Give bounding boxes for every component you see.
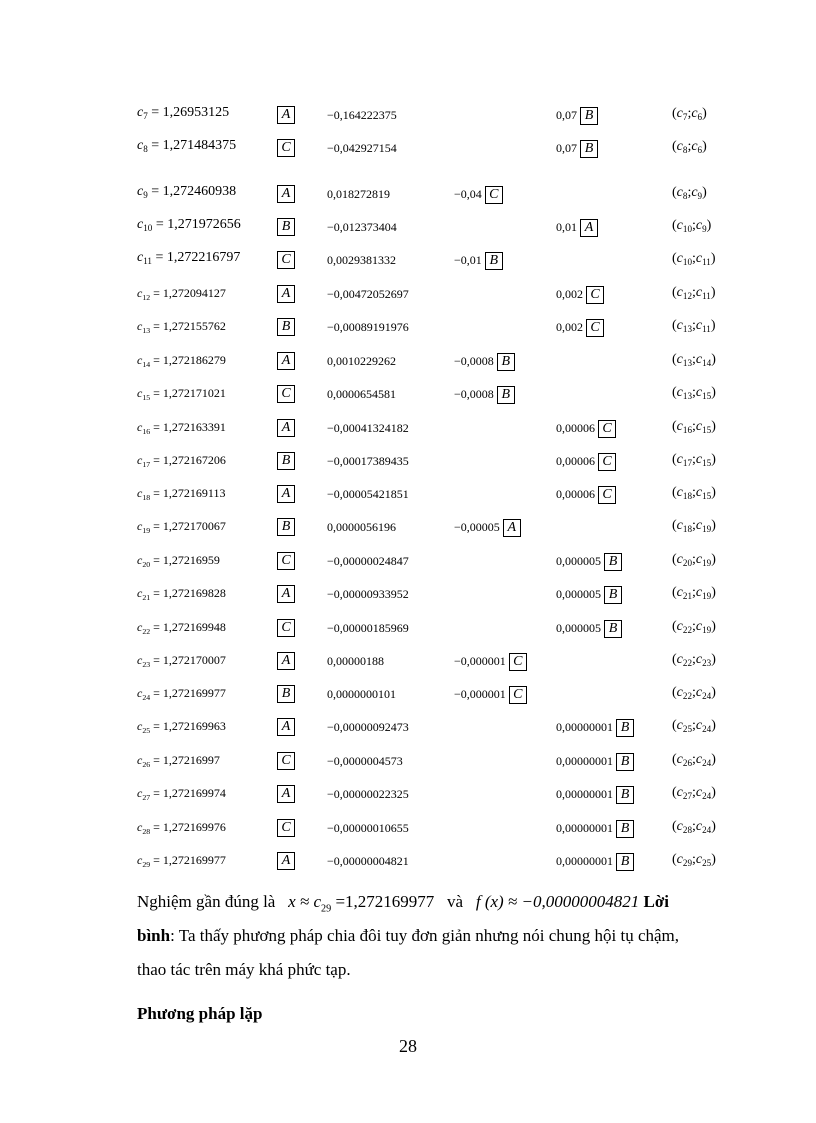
sign-box: B	[277, 318, 295, 336]
table-row	[0, 352, 816, 382]
pos-step-box: B	[580, 140, 598, 158]
table-row	[0, 785, 816, 815]
interval: $(c_{13};c_{14})$	[672, 352, 716, 368]
sign-box: A	[277, 852, 295, 870]
c-value: $c_{26} = 1,27216997$	[137, 753, 220, 769]
table-row	[0, 752, 816, 782]
sign-box: B	[277, 218, 295, 236]
interval: $(c_{20};c_{19})$	[672, 552, 716, 568]
section-heading: Phương pháp lặp	[137, 1004, 263, 1023]
table-row	[0, 552, 816, 582]
sign-box: A	[277, 419, 295, 437]
sign-box: A	[277, 585, 295, 603]
f-value: −0,00000185969	[327, 621, 409, 635]
pos-step: 0,00000001 B	[556, 853, 634, 871]
root-approx: $x \approx c_{29} =1,272169977$	[288, 892, 435, 915]
table-row	[0, 652, 816, 682]
table-row	[0, 485, 816, 515]
pos-step-box: B	[604, 620, 622, 638]
interval: $(c_{25};c_{24})$	[672, 718, 716, 734]
pos-step-box: C	[598, 453, 616, 471]
interval: $(c_{28};c_{24})$	[672, 819, 716, 835]
f-approx: f (x) ≈ −0,00000004821	[475, 892, 640, 911]
c-value: $c_{24} = 1,272169977$	[137, 686, 226, 702]
c-value: $c_{18} = 1,272169113$	[137, 486, 226, 502]
interval: $(c_{17};c_{15})$	[672, 452, 716, 468]
remark-text-2: thao tác trên máy khá phức tạp.	[137, 960, 351, 979]
c-value: $c_{28} = 1,272169976$	[137, 820, 226, 836]
interval: $(c_{26};c_{24})$	[672, 752, 716, 768]
remark-text-1: : Ta thấy phương pháp chia đôi tuy đơn giản nhưng nói chung hội tụ chậm,	[170, 926, 680, 945]
pos-step: 0,00000001 B	[556, 786, 634, 804]
neg-step: −0,0008 B	[454, 386, 515, 404]
table-row	[0, 518, 816, 548]
interval: $(c_{18};c_{19})$	[672, 518, 716, 534]
c-value: $c_{17} = 1,272167206$	[137, 453, 226, 469]
interval: $(c_{21};c_{19})$	[672, 585, 716, 601]
pos-step: 0,00000001 B	[556, 719, 634, 737]
neg-step: −0,000001 C	[454, 686, 527, 704]
f-value: −0,00041324182	[327, 421, 409, 435]
pos-step: 0,002 C	[556, 286, 604, 304]
f-value: −0,00000024847	[327, 554, 409, 568]
sign-box: B	[277, 452, 295, 470]
f-value: −0,00089191976	[327, 320, 409, 334]
neg-step-box: C	[509, 686, 527, 704]
pos-step-box: B	[580, 107, 598, 125]
pos-step-box: B	[616, 820, 634, 838]
sign-box: C	[277, 552, 295, 570]
neg-step-box: C	[509, 653, 527, 671]
sign-box: C	[277, 619, 295, 637]
sign-box: B	[277, 685, 295, 703]
sign-box: C	[277, 139, 295, 157]
conclusion-lead: Nghiệm gần đúng là	[137, 892, 276, 911]
c-value: $c_{12} = 1,272094127$	[137, 286, 226, 302]
sign-box: A	[277, 285, 295, 303]
pos-step: 0,07 B	[556, 140, 598, 158]
interval: $(c_8;c_9)$	[672, 185, 707, 201]
c-value: $c_{10} = 1,271972656$	[137, 217, 241, 233]
f-value: 0,00000188	[327, 654, 384, 668]
interval: $(c_{16};c_{15})$	[672, 419, 716, 435]
pos-step: 0,00006 C	[556, 486, 616, 504]
c-value: $c_{27} = 1,272169974$	[137, 786, 226, 802]
neg-step: −0,000001 C	[454, 653, 527, 671]
f-value: 0,0000056196	[327, 520, 396, 534]
pos-step: 0,01 A	[556, 219, 598, 237]
interval: $(c_{10};c_{11})$	[672, 251, 716, 267]
pos-step-box: B	[616, 719, 634, 737]
c-value: $c_{13} = 1,272155762$	[137, 319, 226, 335]
table-row	[0, 419, 816, 449]
f-value: −0,00000022325	[327, 787, 409, 801]
interval: $(c_8;c_6)$	[672, 139, 707, 155]
f-value: −0,042927154	[327, 141, 397, 155]
f-value: 0,0029381332	[327, 253, 396, 267]
pos-step-box: C	[598, 486, 616, 504]
c-value: $c_{14} = 1,272186279$	[137, 353, 226, 369]
c-value: $c_{11} = 1,272216797$	[137, 250, 241, 266]
f-value: −0,00005421851	[327, 487, 409, 501]
table-row	[0, 852, 816, 882]
c-value: $c_7 = 1,26953125$	[137, 105, 230, 121]
sign-box: A	[277, 185, 295, 203]
pos-step-box: B	[604, 586, 622, 604]
sign-box: A	[277, 352, 295, 370]
f-value: −0,00000010655	[327, 821, 409, 835]
sign-box: A	[277, 785, 295, 803]
c-value: $c_{20} = 1,27216959$	[137, 553, 220, 569]
neg-step-box: B	[497, 386, 515, 404]
table-row	[0, 718, 816, 748]
table-row	[0, 619, 816, 649]
pos-step: 0,00000001 B	[556, 753, 634, 771]
f-value: −0,164222375	[327, 108, 397, 122]
f-value: 0,0010229262	[327, 354, 396, 368]
c-value: $c_{23} = 1,272170007$	[137, 653, 226, 669]
and-word: và	[447, 892, 464, 911]
pos-step-box: B	[616, 753, 634, 771]
neg-step-box: C	[485, 186, 503, 204]
pos-step: 0,000005 B	[556, 620, 622, 638]
pos-step-box: B	[616, 786, 634, 804]
neg-step: −0,0008 B	[454, 353, 515, 371]
sign-box: B	[277, 518, 295, 536]
remark-label-1: Lời	[643, 892, 669, 911]
table-row	[0, 385, 816, 415]
c-value: $c_{15} = 1,272171021$	[137, 386, 226, 402]
interval: $(c_{13};c_{11})$	[672, 318, 716, 334]
remark-line-2	[137, 953, 727, 987]
table-row	[0, 218, 816, 248]
c-value: $c_9 = 1,272460938$	[137, 184, 237, 200]
interval: $(c_{13};c_{15})$	[672, 385, 716, 401]
interval: $(c_7;c_6)$	[672, 106, 707, 122]
table-row	[0, 139, 816, 169]
pos-step: 0,00006 C	[556, 453, 616, 471]
sign-box: A	[277, 485, 295, 503]
sign-box: C	[277, 385, 295, 403]
pos-step: 0,00006 C	[556, 420, 616, 438]
neg-step: −0,04 C	[454, 186, 503, 204]
interval: $(c_{22};c_{19})$	[672, 619, 716, 635]
f-value: 0,0000000101	[327, 687, 396, 701]
table-row	[0, 106, 816, 136]
c-value: $c_{25} = 1,272169963$	[137, 719, 226, 735]
interval: $(c_{29};c_{25})$	[672, 852, 716, 868]
interval: $(c_{22};c_{23})$	[672, 652, 716, 668]
table-row	[0, 819, 816, 849]
pos-step: 0,07 B	[556, 107, 598, 125]
interval: $(c_{22};c_{24})$	[672, 685, 716, 701]
neg-step: −0,00005 A	[454, 519, 521, 537]
pos-step-box: C	[586, 319, 604, 337]
pos-step: 0,000005 B	[556, 553, 622, 571]
table-row	[0, 318, 816, 348]
pos-step-box: A	[580, 219, 598, 237]
sign-box: C	[277, 752, 295, 770]
pos-step-box: B	[604, 553, 622, 571]
f-value: 0,018272819	[327, 187, 390, 201]
neg-step-box: B	[497, 353, 515, 371]
f-value: −0,00000092473	[327, 720, 409, 734]
sign-box: A	[277, 652, 295, 670]
sign-box: C	[277, 819, 295, 837]
table-row	[0, 185, 816, 215]
page-number: 28	[399, 1036, 417, 1056]
pos-step: 0,000005 B	[556, 586, 622, 604]
sign-box: A	[277, 718, 295, 736]
table-row	[0, 285, 816, 315]
pos-step: 0,00000001 B	[556, 820, 634, 838]
c-value: $c_{29} = 1,272169977$	[137, 853, 226, 869]
sign-box: C	[277, 251, 295, 269]
table-row	[0, 585, 816, 615]
interval: $(c_{10};c_9)$	[672, 218, 712, 234]
c-value: $c_{21} = 1,272169828$	[137, 586, 226, 602]
f-value: −0,0000004573	[327, 754, 403, 768]
sign-box: A	[277, 106, 295, 124]
c-value: $c_{19} = 1,272170067$	[137, 519, 226, 535]
remark-label-2: bình	[137, 926, 171, 945]
pos-step-box: C	[598, 420, 616, 438]
pos-step: 0,002 C	[556, 319, 604, 337]
neg-step-box: A	[503, 519, 521, 537]
interval: $(c_{18};c_{15})$	[672, 485, 716, 501]
f-value: −0,00017389435	[327, 454, 409, 468]
interval: $(c_{12};c_{11})$	[672, 285, 716, 301]
f-value: −0,00000004821	[327, 854, 409, 868]
f-value: −0,012373404	[327, 220, 397, 234]
table-row	[0, 251, 816, 281]
pos-step-box: B	[616, 853, 634, 871]
pos-step-box: C	[586, 286, 604, 304]
f-value: −0,00472052697	[327, 287, 409, 301]
c-value: $c_{16} = 1,272163391$	[137, 420, 226, 436]
c-value: $c_{22} = 1,272169948$	[137, 620, 226, 636]
interval: $(c_{27};c_{24})$	[672, 785, 716, 801]
c-value: $c_8 = 1,271484375$	[137, 138, 237, 154]
f-value: 0,0000654581	[327, 387, 396, 401]
neg-step: −0,01 B	[454, 252, 503, 270]
table-row	[0, 452, 816, 482]
remark-line-1	[137, 919, 727, 953]
f-value: −0,00000933952	[327, 587, 409, 601]
neg-step-box: B	[485, 252, 503, 270]
table-row	[0, 685, 816, 715]
